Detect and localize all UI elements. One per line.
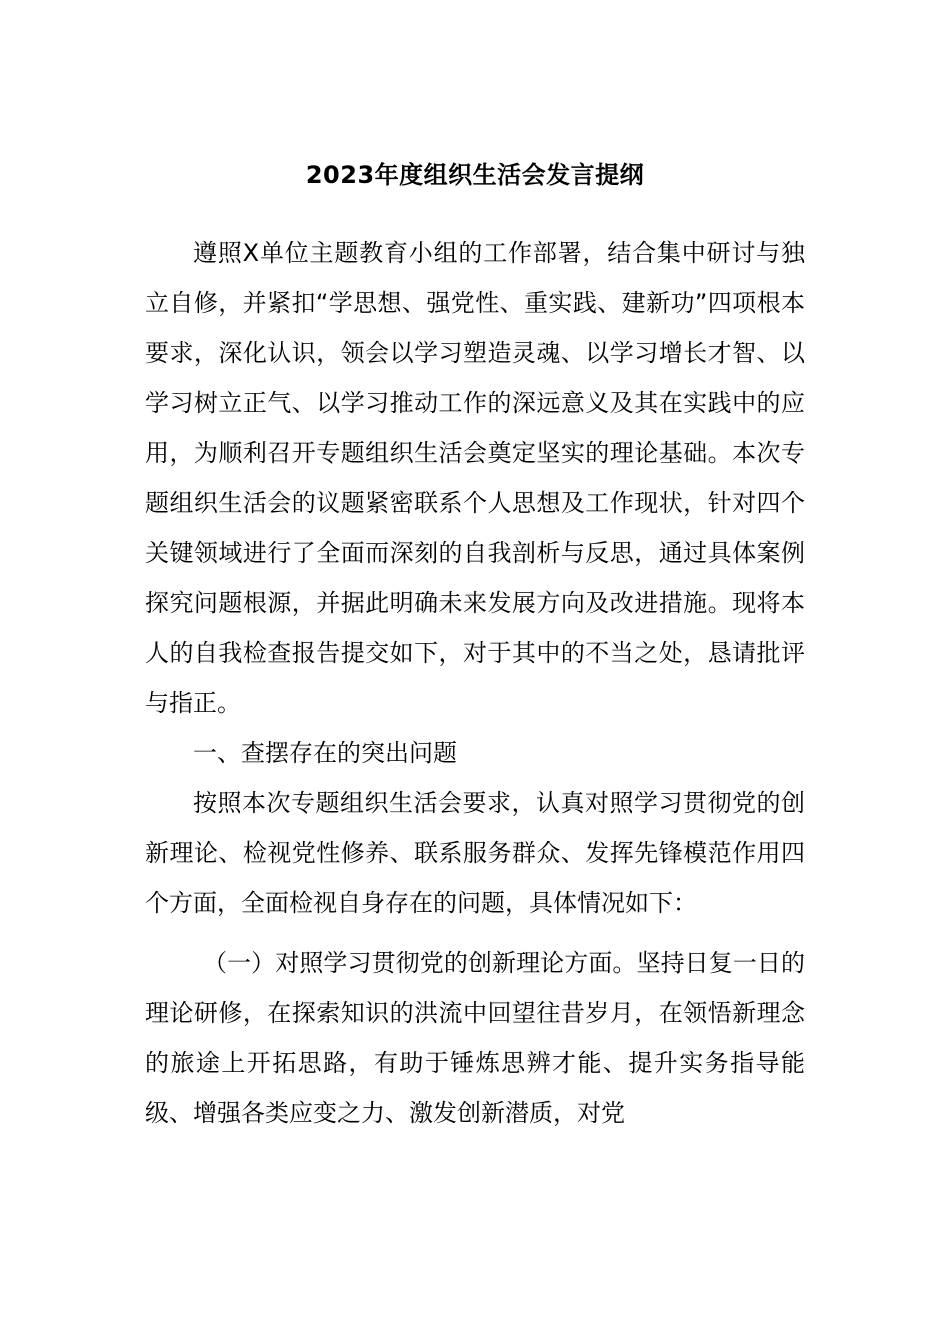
document-body bbox=[145, 228, 805, 1138]
section-heading: 一、查摆存在的突出问题 bbox=[193, 739, 457, 767]
subsection-paragraph: （一）对照学习贯彻党的创新理论方面。坚持日复一日的理论研修，在探索知识的洪流中回望往昔岁月，在领悟新理念的旅途上开拓思路，有助于锤炼思辨才能、提升实务指导能级、增强各类应变之力、激发创新潜质，对党 bbox=[145, 949, 805, 1127]
intro-paragraph: 遵照X单位主题教育小组的工作部署，结合集中研讨与独立自修，并紧扣“学思想、强党性、重实践、建新功”四项根本要求，深化认识，领会以学习塑造灵魂、以学习增长才智、以学习树立正气、以学习推动工作的深远意义及其在实践中的应用，为顺利召开专题组织生活会奠定坚实的理论基础。本次专题组织生活会的议题紧密联系个人思想及工作现状，针对四个关键领域进行了全面而深刻的自我剖析与反思，通过具体案例探究问题根源，并据此明确未来发展方向及改进措施。现将本人的自我检查报告提交如下，对于其中的不当之处，恳请批评与指正。 bbox=[145, 239, 805, 717]
document-title: 2023年度组织生活会发言提纲 bbox=[305, 161, 645, 189]
section-intro-paragraph: 按照本次专题组织生活会要求，认真对照学习贯彻党的创新理论、检视党性修养、联系服务群众、发挥先锋模范作用四个方面，全面检视自身存在的问题，具体情况如下： bbox=[145, 789, 805, 917]
